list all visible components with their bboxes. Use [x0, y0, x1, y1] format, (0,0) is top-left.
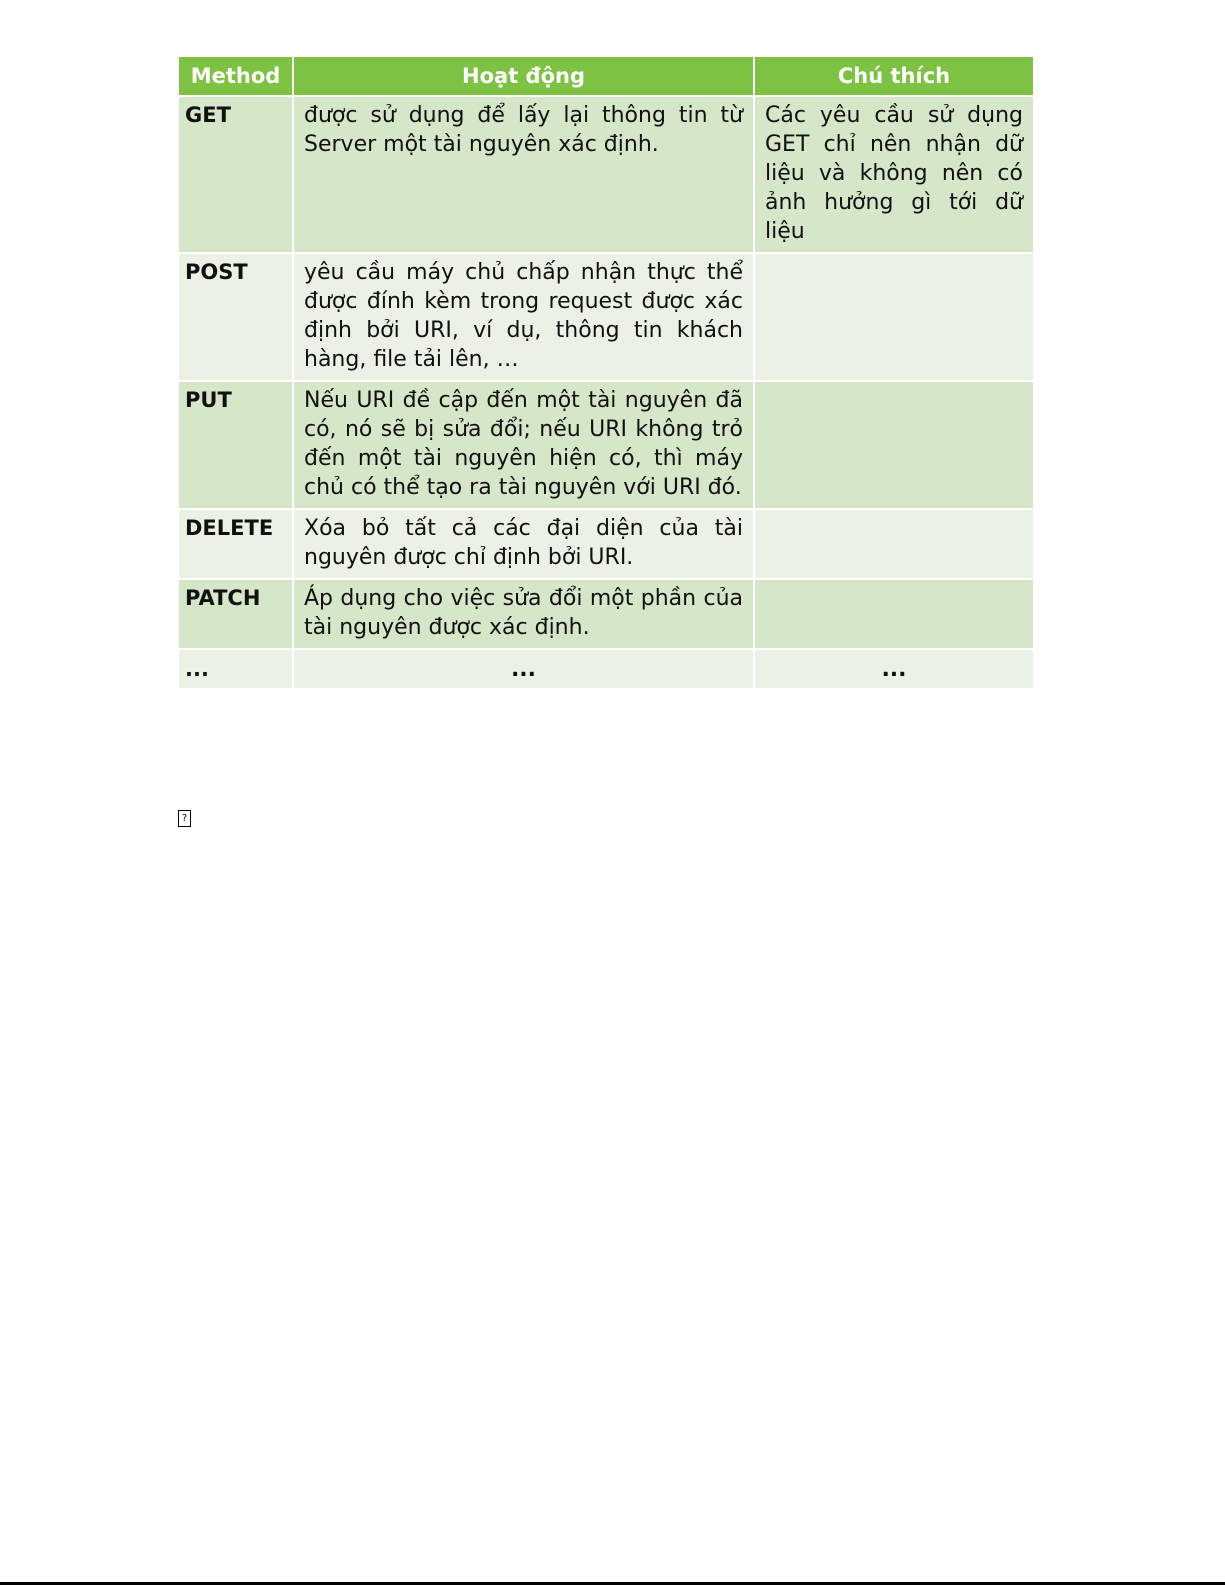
activity-cell: Áp dụng cho việc sửa đổi một phần của tài nguyên được xác định.	[293, 579, 754, 649]
method-cell: PUT	[179, 381, 293, 509]
note-cell	[754, 509, 1033, 579]
activity-cell: Nếu URI đề cập đến một tài nguyên đã có, nó sẽ bị sửa đổi; nếu URI không trỏ đến một tài nguyên hiện có, thì máy chủ có thể tạo ra tài nguyên với URI đó.	[293, 381, 754, 509]
method-cell: GET	[179, 96, 293, 253]
table-row	[179, 253, 1033, 381]
activity-cell: ...	[293, 649, 754, 689]
table-header-row	[179, 57, 1033, 96]
header-method: Method	[179, 57, 293, 96]
method-cell: PATCH	[179, 579, 293, 649]
note-cell	[754, 381, 1033, 509]
method-cell: POST	[179, 253, 293, 381]
header-note: Chú thích	[754, 57, 1033, 96]
table-row	[179, 381, 1033, 509]
table-row	[179, 96, 1033, 253]
activity-cell: được sử dụng để lấy lại thông tin từ Server một tài nguyên xác định.	[293, 96, 754, 253]
table-row	[179, 509, 1033, 579]
note-cell	[754, 253, 1033, 381]
header-activity: Hoạt động	[293, 57, 754, 96]
activity-cell: Xóa bỏ tất cả các đại diện của tài nguyên được chỉ định bởi URI.	[293, 509, 754, 579]
http-methods-table	[179, 57, 1033, 690]
method-cell: DELETE	[179, 509, 293, 579]
table-row	[179, 649, 1033, 689]
activity-cell: yêu cầu máy chủ chấp nhận thực thể được đính kèm trong request được xác định bởi URI, ví dụ, thông tin khách hàng, file tải lên, …	[293, 253, 754, 381]
note-cell: ...	[754, 649, 1033, 689]
note-cell: Các yêu cầu sử dụng GET chỉ nên nhận dữ liệu và không nên có ảnh hưởng gì tới dữ liệu	[754, 96, 1033, 253]
note-cell	[754, 579, 1033, 649]
missing-glyph-box: ?	[178, 810, 191, 827]
method-cell: ...	[179, 649, 293, 689]
http-methods-table-container	[179, 57, 1033, 690]
table-row	[179, 579, 1033, 649]
